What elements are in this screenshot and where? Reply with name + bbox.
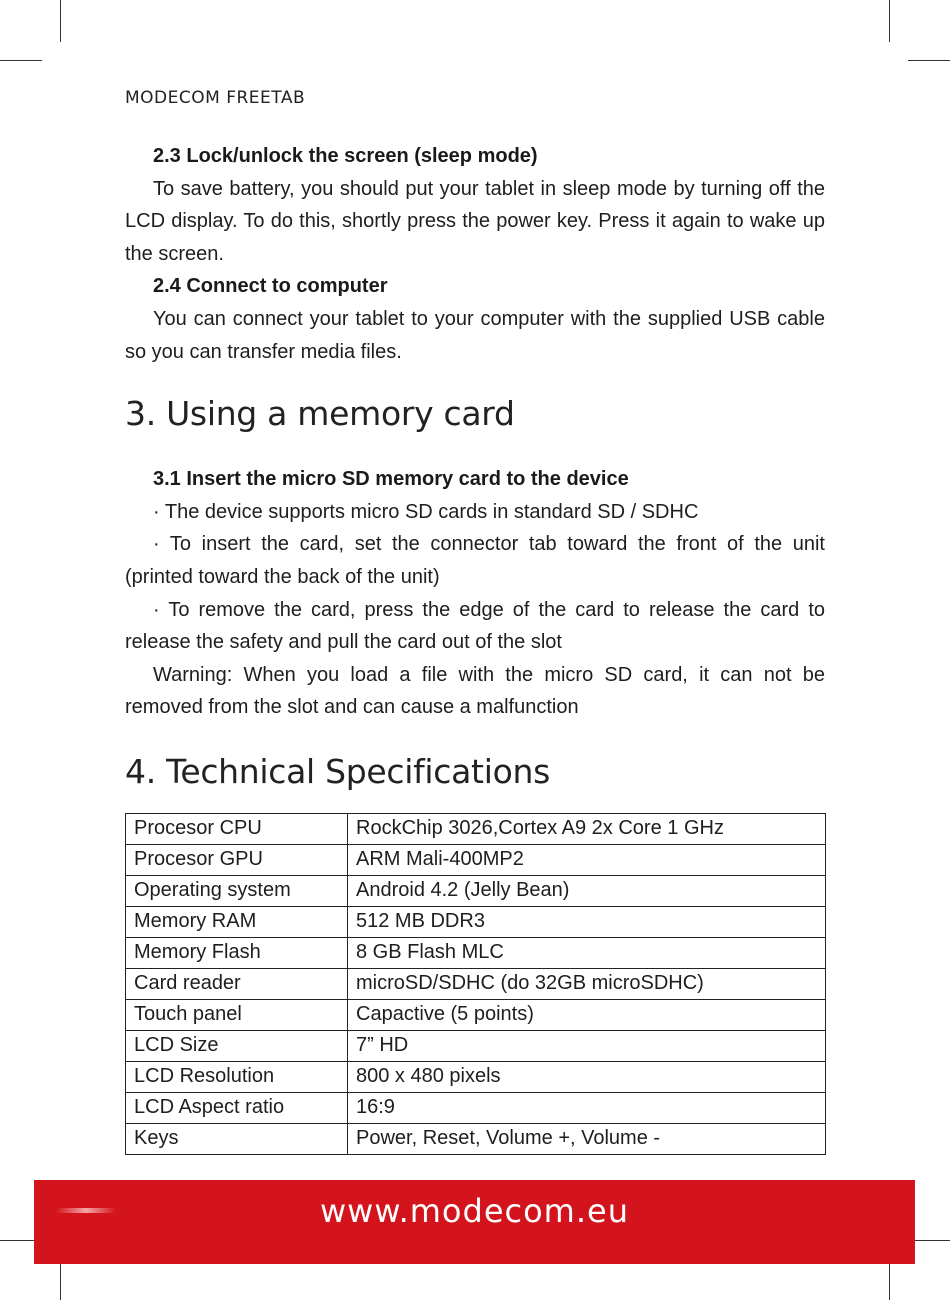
subsection-2-3-text: To save battery, you should put your tablet in sleep mode by turning off the LCD display. To do this, shortly press the power key. Press it again to wake up the screen. (125, 177, 825, 265)
spec-value: ARM Mali-400MP2 (348, 844, 826, 875)
spec-label: Memory Flash (126, 937, 348, 968)
table-row (126, 1123, 826, 1154)
spec-value: microSD/SDHC (do 32GB microSDHC) (348, 968, 826, 999)
table-row (126, 1061, 826, 1092)
spec-value: 7” HD (348, 1030, 826, 1061)
footer-banner (34, 1180, 915, 1264)
spec-value: 8 GB Flash MLC (348, 937, 826, 968)
spec-label: Operating system (126, 875, 348, 906)
spec-value: Capactive (5 points) (348, 999, 826, 1030)
crop-mark-bottom-right-v (889, 1258, 890, 1300)
spec-label: Card reader (126, 968, 348, 999)
crop-mark-top-left-h (0, 60, 42, 61)
spec-label: LCD Resolution (126, 1061, 348, 1092)
section-3-heading: 3. Using a memory card (125, 394, 515, 434)
table-row (126, 844, 826, 875)
specs-table (125, 813, 826, 1155)
table-row (126, 813, 826, 844)
subsection-3-1-heading: 3.1 Insert the micro SD memory card to the device (153, 468, 629, 491)
subsection-2-4-heading: 2.4 Connect to computer (153, 275, 388, 298)
crop-mark-top-right-v (889, 0, 890, 42)
spec-label: LCD Size (126, 1030, 348, 1061)
spec-label: Procesor CPU (126, 813, 348, 844)
table-row (126, 906, 826, 937)
table-row (126, 937, 826, 968)
section-4-heading: 4. Technical Specifications (125, 751, 550, 791)
table-row (126, 875, 826, 906)
table-row (126, 999, 826, 1030)
bullet-insert-card: · To insert the card, set the connector tab toward the front of the unit (printed toward the back of the unit) (125, 533, 825, 588)
table-row (126, 1030, 826, 1061)
crop-mark-top-right-h (908, 60, 950, 61)
crop-mark-bottom-left-v (60, 1258, 61, 1300)
footer-url: www.modecom.eu (320, 1192, 629, 1230)
table-row (126, 968, 826, 999)
spec-label: Touch panel (126, 999, 348, 1030)
crop-mark-top-left-v (60, 0, 61, 42)
spec-value: 16:9 (348, 1092, 826, 1123)
running-header: MODECOM FREETAB (125, 88, 306, 108)
spec-value: RockChip 3026,Cortex A9 2x Core 1 GHz (348, 813, 826, 844)
subsection-2-3-heading: 2.3 Lock/unlock the screen (sleep mode) (153, 145, 538, 167)
spec-value: 800 x 480 pixels (348, 1061, 826, 1092)
spec-value: Power, Reset, Volume +, Volume - (348, 1123, 826, 1154)
subsection-2-4-text: You can connect your tablet to your computer with the supplied USB cable so you can transfer media files. (125, 307, 825, 363)
page-content (125, 140, 825, 1155)
spec-value: 512 MB DDR3 (348, 906, 826, 937)
bullet-sd-support: · The device supports micro SD cards in standard SD / SDHC (153, 500, 699, 523)
warning-text: Warning: When you load a file with the micro SD card, it can not be removed from the slot and can cause a malfunction (125, 663, 825, 719)
spec-label: LCD Aspect ratio (126, 1092, 348, 1123)
spec-label: Procesor GPU (126, 844, 348, 875)
spec-value: Android 4.2 (Jelly Bean) (348, 875, 826, 906)
table-row (126, 1092, 826, 1123)
spec-label: Keys (126, 1123, 348, 1154)
spec-label: Memory RAM (126, 906, 348, 937)
bullet-remove-card: · To remove the card, press the edge of the card to release the card to release the safety and pull the card out of the slot (125, 598, 825, 654)
